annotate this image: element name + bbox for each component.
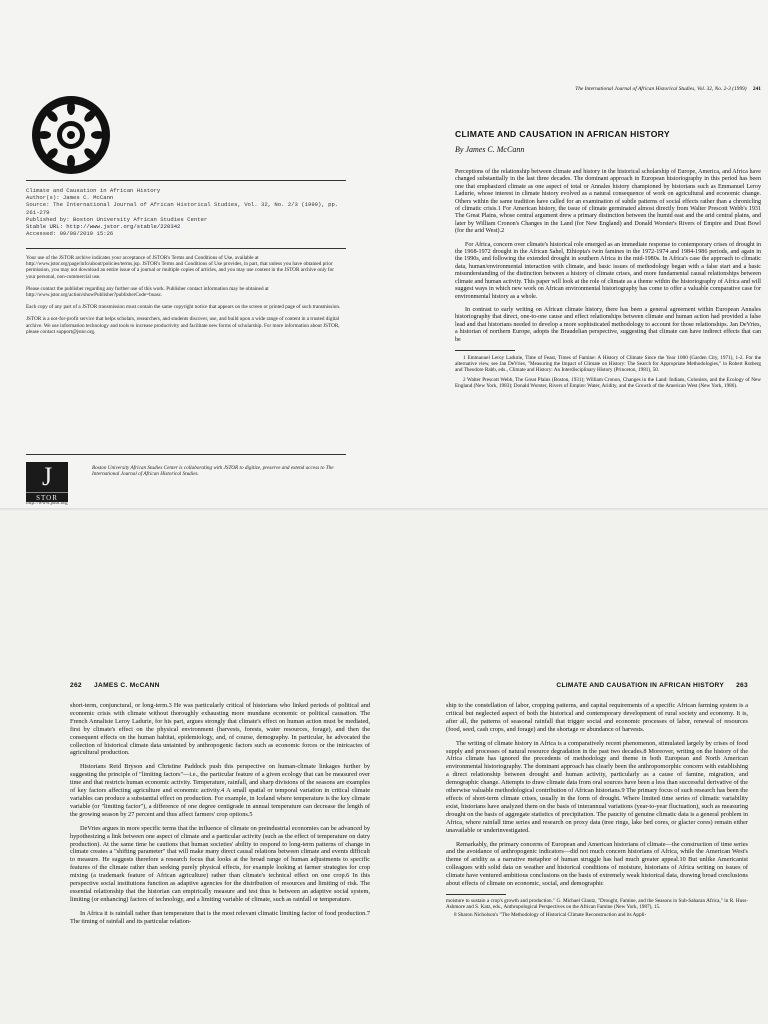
running-head-263	[446, 682, 748, 689]
cover-mid-rule	[26, 248, 346, 249]
citation-author: Author(s): James C. McCann	[26, 194, 114, 202]
article-byline: By James C. McCann	[455, 145, 525, 154]
author-running-head: JAMES C. McCANN	[94, 682, 160, 689]
footnote-rule	[446, 894, 506, 895]
article-page-262	[70, 682, 370, 1024]
footnote: 8 Sharon Nicholson's "The Methodology of Historical Climate Reconstruction and its Appli-	[454, 912, 647, 919]
paragraph: DeVries argues in more specific terms that the influence of climate on preindustrial economies can be advanced by hypothesizing a link between one aspect of climate and a particular activity (such as the effect of temperature on dairy production). At the same time he cautions that human societies' ability to respond to long-term patterns of change in climate creates a "shifting parameter" that will make many direct causal relations between climate and events difficult to measure. He suggests therefore a research focus that looks at the broad range of human adjustments to specific features of the climate rather than seeking purely physical effects, for example looking at farmer strategies for crop mixing (a trademark feature of African agriculture) rather than climate's technical effect on one crop.6 In this perspective social institutions function as adaptive agencies for the distribution of resources and limiting of risk. The essential relationship that the historian can empirically measure and test thus is between an adaptive social system, limiting (or enhancing) factors of technology, and a limiting variable of climate, such as rainfall or temperature.	[70, 824, 370, 903]
paragraph: The writing of climate history in Africa is a comparatively recent phenomenon, stimulated largely by crises of food supply and processes of natural resource degradation in the past two decades.8 Moreover, writing on the history of the Africa climate has ignored the precedents of methodology and theme in both European and North American environmental historiography. The dominant approach has clearly been the anthropomorphic concern with establishing a direct relationship between drought and human activity, particularly as a cause of famine, migration, and demographic change. Attempts to draw climate data from oral sources have been a less than successful derivative of the otherwise valuable methodological contribution of African historians.9 The primary focus of such research has been the effects of short-term climate crises, usually in the form of drought. Where limited time series of climatic variability exist, historians have analyzed them on the basis of interannual variations (year-to-year fluctuation), such as measuring drought on the basis of aggregate statistics of precipitation. The paucity of genuine climatic data is a general problem in Africa, where rainfall time series and research on proxy data (tree rings, lake bed cores, or glacier cores) remain either unavailable or underinvestigated.	[446, 739, 748, 834]
citation-title: Climate and Causation in African History	[26, 187, 161, 194]
jstor-logo-word: STOR	[26, 492, 68, 502]
jstor-logo[interactable]	[26, 462, 68, 502]
citation-accessed: Accessed: 09/08/2010 15:26	[26, 230, 114, 238]
jstor-url[interactable]: http://www.jstor.org	[26, 500, 68, 506]
paragraph: short-term, conjunctural, or long-term.3 He was particularly critical of historians who linked periods of political and economic crisis with climate without thoroughly exhausting more mundane economic or political causation. The French Annaliste Leroy Ladurie, for his part, argues strongly that climate's effect on human action must be mediated, first by climate's effect on the physical environment (harvests, forests, water resources, forage), and then the consequent effects on the human habitat, epidemiology, and, of course, demography. In particular, he advocated the collection of historical climate data untainted by anthropogenic factors such as economic forces or the intricacies of agricultural production.	[70, 702, 370, 757]
paragraph: Perceptions of the relationship between climate and history in the historical scholarship of Europe, America, and Africa have changed substantially in the last three decades. The dominant approach in European historiography in this period has been one that emphasized climate as one aspect of total or Annales history championed by historians such as Emmanuel Leroy Ladurie, whose interest in climate history evolved as a natural consequence of work on agricultural and economic change. Others within the same tradition have called for an examination of subtle patterns of social effects rather than a chronicling of climatic crisis.1 For American history, the issue of climate germinated almost directly from Walter Prescott Webb's 1931 The Great Plains, whose central argument drew a primary distinction between the humid east and the arid central plains, and later by William Cronon's Changes in the Land (for New England) and Donald Worster's Rivers of Empire and Dust Bowl (for the arid West).2	[455, 169, 761, 235]
citation-publisher: Published by: Boston University African Studies Center	[26, 215, 208, 223]
paragraph: For Africa, concern over climate's historical role emerged as an immediate response to contemporary crises of drought in the 1968-1972 drought in the African Sahel, Ethiopia's twin famines in the 1972-1974 and 1984-1986 periods, and again in the 1990s, and following the extended drought in southern Africa in the mid-1980s. In Africa's case the approach to climatic data, human/environmental interaction with climate, and basic issues of methodology began with a false start and a basic misunderstanding of the distinction between a history of climate crises, and more fundamental causal relationships between climate and human activity. This paper will look at the role of climate as a theme within the historiography of Africa and will suggest ways in which new work on African environmental historiography has come to offer a valuable comparative case for environmental history as a whole.	[455, 241, 761, 300]
paragraph: ship to the constellation of labor, cropping patterns, and capital requirements of a specific African farming system is a critical but neglected aspect of both the historical and contemporary development of rural society and economy. It is, after all, the patterns of seasonal rainfall that trigger social and economic processes of labor, renewal of resources (food, seed, cash crops, and forage) and the shortage or abundance of harvests.	[446, 702, 748, 733]
journal-running-head: The International Journal of African Historical Studies, Vol. 32, No. 2-3 (1999)	[575, 86, 747, 92]
citation-source: Source: The International Journal of African Historical Studies, Vol. 32, No. 2/3 (1999), pp. 261-279	[26, 201, 339, 216]
footnotes-241	[455, 355, 761, 389]
body-262	[70, 702, 370, 926]
jstor-notices	[26, 255, 344, 341]
paragraph: Remarkably, the primary concerns of European and American historians of climate—the construction of time series and the avoidance of anthropogenic indicators—did not much concern historians of Africa, while the American West's theme of aridity as a narrative metaphor of human struggle has had much greater appeal.10 But unlike Americanist colleagues with solid data on weather and historical conditions of moisture, historians of Africa writing on issues of climate have ventured ambitious conclusions on the basis of extremely weak historical data, drawing broad conclusions about effects of climate on economic, social, and demographic	[446, 840, 748, 888]
footnote: 1 Emmanuel Leroy Ladurie, Time of Feast, Times of Famine: A History of Climate Since the Year 1000 (Garden City, 1971), 1-2. For the alternative view, see Jan DeVries, "Measuring the Impact of Climate on History: The Search for Appropriate Methodologies," in Robert Rotberg and Theodore Rabb, eds., Climate and History: An Interdisciplinary History (Princeton, 1981), 50.	[455, 354, 761, 374]
article-page-263	[446, 682, 748, 1024]
article-title: CLIMATE AND CAUSATION IN AFRICAN HISTORY	[455, 129, 670, 139]
body-263	[446, 702, 748, 888]
contact-notice: Please contact the publisher regarding any further use of this work. Publisher contact information may be obtained at http://www.jstor.org/action/showPublisher?publisherCode=buasc.	[26, 285, 269, 299]
body-241	[455, 169, 761, 344]
citation-stable-url[interactable]: Stable URL: http://www.jstor.org/stable/220342	[26, 223, 181, 231]
title-running-head: CLIMATE AND CAUSATION IN AFRICAN HISTORY	[556, 682, 724, 689]
cover-top-rule	[26, 180, 346, 181]
paragraph: In contrast to early writing on African climate history, there has been a general agreement within European Annales historiography that direct, one-to-one cause and effect relationships between climate and human action had provided a false lead and that historians needed to develop a more sophisticated methodology to account for those relationships. Jan DeVries, a historian of northern Europe, adopts the Braudelian perspective, suggesting that climate can have indirect effects that can be	[455, 306, 761, 343]
footnote-rule	[455, 350, 515, 351]
jstor-logo-letter: J	[41, 462, 53, 491]
page-number-241: 241	[752, 86, 761, 92]
bottom-spread	[0, 512, 768, 1024]
footnote: moisture to sustain a crop's growth and production." G. Michael Glantz, "Drought, Famine, and the Seasons in Sub-Saharan Africa," in R. Huss-Ashmore and S. Katz, eds., Anthropological Perspectives on the African Famine (New York, 1987), 15.	[446, 897, 748, 911]
page-number-263: 263	[736, 682, 748, 689]
paragraph: Historians Reid Bryson and Christine Paddock push this perspective on human-climate linkages further by suggesting the principle of "limiting factors"—i.e., the particular feature of a given ecology that can be measured over time and that restricts human economic activity. Temperature, rainfall, and sharp divisions of the seasons are examples of key factors affecting agriculture and economic activity.4 A small spatial or temporal variation in critical climate variables can produce a substantial effect on production. For example, in Iceland where temperature is the key climate variable (or "limiting factor"), a difference of one degree centigrade in annual temperature can decrease the length of the growing season by 27 percent and thus affect farmers' crop options.5	[70, 763, 370, 818]
running-head-262	[70, 682, 370, 689]
jstor-cover-page	[18, 82, 348, 502]
running-head-241	[455, 86, 761, 92]
about-jstor-notice: JSTOR is a not-for-profit service that helps scholars, researchers, and students discover, use, and build upon a wide range of content in a trusted digital archive. We use information technology and tools to increase productivity and facilitate new forms of scholarship. For more information about JSTOR, please contact support@jstor.org.	[26, 316, 340, 335]
citation-block	[26, 187, 344, 237]
journal-emblem-icon	[30, 94, 112, 176]
copyright-notice: Each copy of any part of a JSTOR transmission must contain the same copyright notice that appears on the screen or printed page of such transmission.	[26, 304, 341, 311]
cover-bottom-rule	[26, 454, 346, 455]
page-number-262: 262	[70, 682, 82, 689]
article-page-241	[455, 86, 761, 506]
collaboration-notice: Boston University African Studies Center is collaborating with JSTOR to digitize, preserve and extend access to The International Journal of African Historical Studies.	[92, 465, 334, 478]
terms-notice: Your use of the JSTOR archive indicates your acceptance of JSTOR's Terms and Conditions of Use, available at http://www.jstor.org/page/info/about/policies/terms.jsp. JSTOR's Terms and Conditions of Use provides, in part, that unless you have obtained prior permission, you may not download an entire issue of a journal or multiple copies of articles, and you may use content in the JSTOR archive only for your personal, non-commercial use.	[26, 255, 334, 280]
footnotes-263	[446, 898, 748, 919]
paragraph: In Africa it is rainfall rather than temperature that is the most relevant climatic limiting factor of food production.7 The timing of rainfall and its particular relation-	[70, 909, 370, 925]
footnote: 2 Walter Prescott Webb, The Great Plains (Boston, 1931); William Cronon, Changes in the Land: Indians, Colonists, and the Ecology of New England (New York, 1983); Donald Worster, Rivers of Empire: Water, Aridity, and the Growth of the American West (New York, 1986).	[455, 376, 761, 389]
